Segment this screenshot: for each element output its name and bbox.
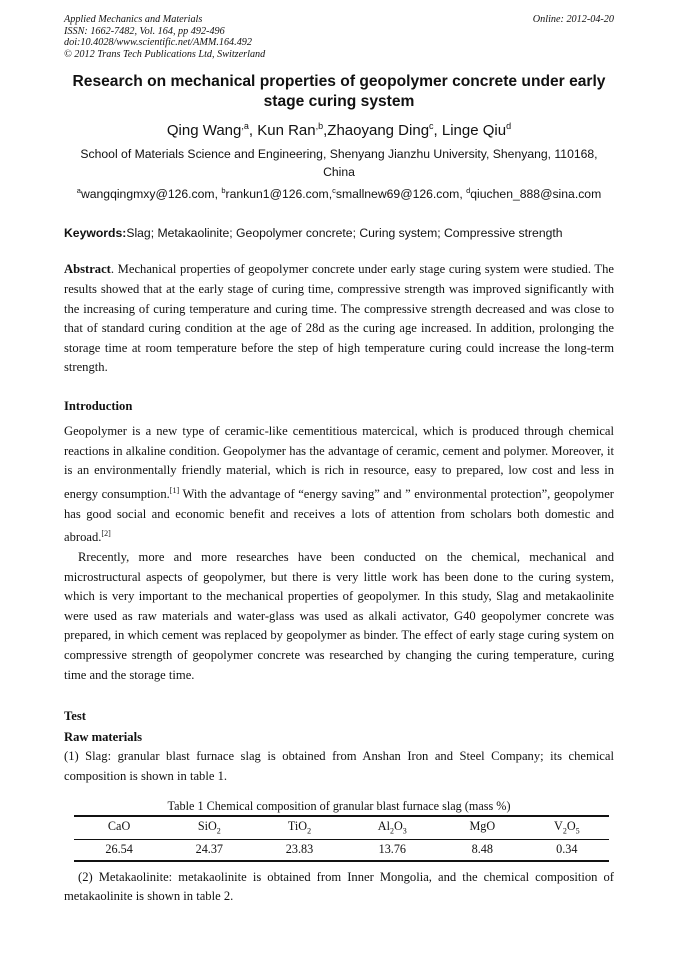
copyright-line: © 2012 Trans Tech Publications Ltd, Switzerland — [64, 48, 266, 60]
email-list: $^a$wangqingmxy@126.com, $^b$rankun1@126.com,$^c$smallnew69@126.com, $^d$qiuchen_888@sina.com — [76, 186, 602, 202]
citation[interactable]: [2] — [101, 529, 111, 539]
email[interactable]: $^a$wangqingmxy@126.com — [76, 186, 215, 202]
email[interactable]: $^b$rankun1@126.com — [221, 186, 329, 202]
citation[interactable]: [1] — [169, 485, 180, 495]
introduction-paragraph-2: Rrecently, more and more researches have been conducted on the chemical, mechanical and microstructural aspects of geopolymer, but there is very little work has been done to the curing system, which is very important to the mechanical properties of geopolymer. In this study, Slag and metakaolinite were used as raw materials and water-glass was used as alkali activator, G40 geopolymer concrete was prepared, in which cement was replaced by geopolymer as binder. The effect of early stage curing system on compressive strength of geopolymer concrete was researched by changing the curing temperature, curing time and the storage time. — [64, 549, 614, 682]
table-caption: Table 1 Chemical composition of granular blast furnace slag (mass %) — [167, 799, 511, 814]
online-date: Online: 2012-04-20 — [532, 14, 614, 25]
table-cell: 26.54 — [74, 839, 164, 861]
table-cell: 0.34 — [525, 839, 609, 861]
composition-table — [74, 815, 609, 861]
email[interactable]: $^c$smallnew69@126.com — [332, 186, 460, 202]
table-cell: 24.37 — [164, 839, 254, 861]
doi-line: doi:10.4028/www.scientific.net/AMM.164.492 — [64, 37, 252, 49]
abstract — [64, 260, 614, 378]
table-cell: 13.76 — [345, 839, 440, 861]
issn-line: ISSN: 1662-7482, Vol. 164, pp 492-496 — [64, 25, 225, 37]
table-cell: 23.83 — [254, 839, 344, 861]
table-header-cell: TiO$_2$ — [254, 816, 344, 839]
author: Linge Qiu$^d$ — [441, 121, 512, 140]
table-row — [74, 839, 609, 861]
table-header-cell: CaO — [74, 816, 164, 839]
abstract-text: . Mechanical properties of geopolymer concrete under early stage curing system were studied. The results showed that at the early stage of curing time, compressive strength was improved significantly with the increasing of curing temperature and curing time. The compressive strength decreased and was close to that of standard curing condition at the age of 28d as the curing age increased. In addition, prolonging the storage time at room temperature before the step of high temperature curing could increase the long-term strength. — [64, 262, 614, 375]
affiliation: School of Materials Science and Engineering, Shenyang Jianzhu University, Shenyang, 110168, China — [80, 147, 598, 180]
author-list — [64, 117, 614, 140]
email[interactable]: $^d$qiuchen_888@sina.com — [466, 186, 602, 202]
journal-name: Applied Mechanics and Materials — [64, 14, 203, 25]
table-header-cell: $V_2O_5$ — [525, 816, 609, 839]
test-heading: Test — [64, 709, 86, 724]
raw-materials-heading: Raw materials — [64, 730, 142, 745]
keywords-label: Keywords: — [64, 226, 127, 241]
journal-header — [64, 14, 614, 60]
keywords-text: Slag; Metakaolinite; Geopolymer concrete; Curing system; Compressive strength — [126, 226, 563, 241]
keywords — [64, 225, 614, 241]
author: Zhaoyang Ding$^c$, — [327, 121, 442, 140]
introduction-paragraph-1: Geopolymer is a new type of ceramic-like cementitious matercical, which is produced through chemical reactions in alkaline condition. Geopolymer has the advantage of ceramic, cement and polymer. Moreover, it is an environmentally friendly material, which is rich in resource, easy to prepared, low cost and less in energy consumption.[1] With the advantage of “energy saving” and ” environmental protection”, geopolymer has good social and economic benefit and receives a lots of attention from scholars both domestic and abroad.[2] — [64, 424, 614, 545]
paper-page — [64, 14, 614, 907]
metakaolinite-paragraph: (2) Metakaolinite: metakaolinite is obtained from Inner Mongolia, and the chemical composition of metakaolinite is shown in table 2. — [64, 869, 614, 904]
abstract-label: Abstract — [64, 262, 111, 277]
table-header-cell: $Al_2O_3$ — [345, 816, 440, 839]
author: Kun Ran$^{,b}$, — [257, 121, 328, 140]
paper-title: Research on mechanical properties of geopolymer concrete under early stage curing system — [72, 73, 606, 111]
introduction-heading: Introduction — [64, 399, 133, 413]
table-cell: 8.48 — [440, 839, 525, 861]
table-header-row — [74, 816, 609, 839]
table-header-cell: SiO$_2$ — [164, 816, 254, 839]
slag-paragraph: (1) Slag: granular blast furnace slag is obtained from Anshan Iron and Steel Company; its chemical composition is shown in table 1. — [64, 749, 614, 783]
table-header-cell: MgO — [440, 816, 525, 839]
author: Qing Wang$^{,a}$, — [166, 121, 258, 140]
